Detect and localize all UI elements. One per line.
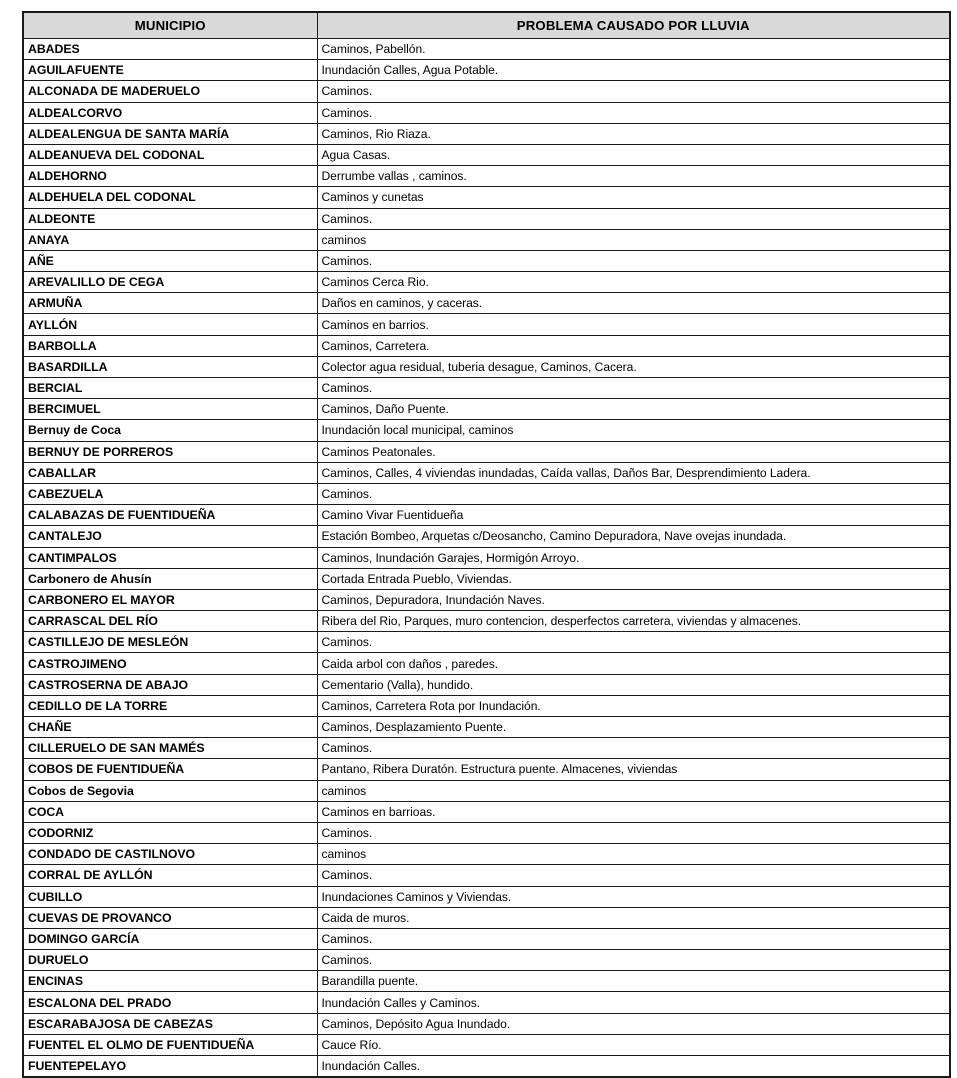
cell-problema: Caminos. [317, 950, 950, 971]
table-row [23, 81, 950, 102]
cell-problema: Inundaciones Caminos y Viviendas. [317, 886, 950, 907]
cell-municipio: Cobos de Segovia [23, 780, 317, 801]
cell-problema: Caminos, Carretera. [317, 335, 950, 356]
cell-municipio: DURUELO [23, 950, 317, 971]
cell-municipio: COCA [23, 801, 317, 822]
cell-municipio: ARMUÑA [23, 293, 317, 314]
cell-problema: Ribera del Rio, Parques, muro contencion, desperfectos carretera, viviendas y almacenes. [317, 611, 950, 632]
cell-municipio: ALDEALENGUA DE SANTA MARÍA [23, 123, 317, 144]
table-row [23, 844, 950, 865]
cell-problema: Caminos Peatonales. [317, 441, 950, 462]
cell-problema: caminos [317, 229, 950, 250]
table-row [23, 759, 950, 780]
table-row [23, 314, 950, 335]
cell-problema: Caminos, Inundación Garajes, Hormigón Arroyo. [317, 547, 950, 568]
cell-problema: Caminos Cerca Rio. [317, 272, 950, 293]
table-row [23, 441, 950, 462]
table-row [23, 822, 950, 843]
table-row [23, 462, 950, 483]
cell-problema: Caminos, Calles, 4 viviendas inundadas, Caída vallas, Daños Bar, Desprendimiento Ladera. [317, 462, 950, 483]
table-row [23, 144, 950, 165]
cell-municipio: CASTILLEJO DE MESLEÓN [23, 632, 317, 653]
column-header-problema: PROBLEMA CAUSADO POR LLUVIA [317, 12, 950, 39]
cell-problema: caminos [317, 844, 950, 865]
table-row [23, 272, 950, 293]
cell-problema: Caminos. [317, 928, 950, 949]
table-row [23, 378, 950, 399]
cell-municipio: CABALLAR [23, 462, 317, 483]
table-row [23, 653, 950, 674]
cell-municipio: ENCINAS [23, 971, 317, 992]
table-row [23, 801, 950, 822]
cell-municipio: CODORNIZ [23, 822, 317, 843]
cell-municipio: CABEZUELA [23, 483, 317, 504]
table-row [23, 293, 950, 314]
cell-municipio: CANTALEJO [23, 526, 317, 547]
table-row [23, 60, 950, 81]
cell-municipio: ANAYA [23, 229, 317, 250]
table-row [23, 568, 950, 589]
cell-problema: Caminos. [317, 483, 950, 504]
cell-problema: Caminos. [317, 102, 950, 123]
cell-municipio: ALDEHUELA DEL CODONAL [23, 187, 317, 208]
cell-problema: Caminos. [317, 378, 950, 399]
cell-problema: Caida de muros. [317, 907, 950, 928]
cell-problema: Cementario (Valla), hundido. [317, 674, 950, 695]
cell-problema: Derrumbe vallas , caminos. [317, 166, 950, 187]
cell-problema: Caminos, Rio Riaza. [317, 123, 950, 144]
table-row [23, 420, 950, 441]
cell-problema: Pantano, Ribera Duratón. Estructura puente. Almacenes, viviendas [317, 759, 950, 780]
cell-municipio: BERCIMUEL [23, 399, 317, 420]
table-row [23, 547, 950, 568]
cell-municipio: CANTIMPALOS [23, 547, 317, 568]
cell-problema: Caminos en barrioas. [317, 801, 950, 822]
table-row [23, 250, 950, 271]
table-row [23, 1034, 950, 1055]
table-row [23, 589, 950, 610]
cell-municipio: BERCIAL [23, 378, 317, 399]
cell-problema: Caminos, Depósito Agua Inundado. [317, 1013, 950, 1034]
cell-municipio: CALABAZAS DE FUENTIDUEÑA [23, 505, 317, 526]
cell-municipio: FUENTEL EL OLMO DE FUENTIDUEÑA [23, 1034, 317, 1055]
table-row [23, 971, 950, 992]
header-row [23, 12, 950, 39]
cell-municipio: ALDEONTE [23, 208, 317, 229]
cell-problema: Cortada Entrada Pueblo, Viviendas. [317, 568, 950, 589]
cell-municipio: AREVALILLO DE CEGA [23, 272, 317, 293]
table-row [23, 356, 950, 377]
table-row [23, 907, 950, 928]
cell-municipio: DOMINGO GARCÍA [23, 928, 317, 949]
table-row [23, 992, 950, 1013]
cell-municipio: CEDILLO DE LA TORRE [23, 695, 317, 716]
table-row [23, 123, 950, 144]
table-row [23, 505, 950, 526]
cell-municipio: ABADES [23, 39, 317, 60]
cell-problema: Inundación local municipal, caminos [317, 420, 950, 441]
table-row [23, 717, 950, 738]
cell-municipio: ALCONADA DE MADERUELO [23, 81, 317, 102]
municipios-problemas-table [22, 11, 951, 1078]
cell-problema: Agua Casas. [317, 144, 950, 165]
cell-municipio: CASTROJIMENO [23, 653, 317, 674]
cell-problema: Caminos. [317, 738, 950, 759]
column-header-municipio: MUNICIPIO [23, 12, 317, 39]
cell-municipio: BARBOLLA [23, 335, 317, 356]
cell-problema: Caminos. [317, 632, 950, 653]
table-row [23, 39, 950, 60]
cell-municipio: CARRASCAL DEL RÍO [23, 611, 317, 632]
table-row [23, 229, 950, 250]
cell-problema: Caminos. [317, 250, 950, 271]
table-body [23, 39, 950, 1078]
cell-problema: Daños en caminos, y caceras. [317, 293, 950, 314]
table-row [23, 166, 950, 187]
cell-municipio: ESCARABAJOSA DE CABEZAS [23, 1013, 317, 1034]
table-row [23, 928, 950, 949]
cell-problema: Caminos, Daño Puente. [317, 399, 950, 420]
cell-municipio: FUENTEPELAYO [23, 1056, 317, 1078]
table-row [23, 1013, 950, 1034]
cell-municipio: AÑE [23, 250, 317, 271]
cell-problema: Caminos, Pabellón. [317, 39, 950, 60]
cell-municipio: CILLERUELO DE SAN MAMÉS [23, 738, 317, 759]
table-container [22, 11, 949, 1078]
cell-problema: Caminos, Desplazamiento Puente. [317, 717, 950, 738]
cell-problema: Caminos y cunetas [317, 187, 950, 208]
cell-municipio: BERNUY DE PORREROS [23, 441, 317, 462]
cell-municipio: CONDADO DE CASTILNOVO [23, 844, 317, 865]
cell-municipio: CHAÑE [23, 717, 317, 738]
cell-problema: Inundación Calles y Caminos. [317, 992, 950, 1013]
cell-municipio: Carbonero de Ahusín [23, 568, 317, 589]
cell-problema: Inundación Calles. [317, 1056, 950, 1078]
cell-municipio: COBOS DE FUENTIDUEÑA [23, 759, 317, 780]
table-row [23, 399, 950, 420]
cell-problema: Colector agua residual, tuberia desague, Caminos, Cacera. [317, 356, 950, 377]
table-row [23, 865, 950, 886]
cell-municipio: AYLLÓN [23, 314, 317, 335]
table-row [23, 674, 950, 695]
cell-problema: Barandilla puente. [317, 971, 950, 992]
table-row [23, 780, 950, 801]
cell-problema: Estación Bombeo, Arquetas c/Deosancho, Camino Depuradora, Nave ovejas inundada. [317, 526, 950, 547]
cell-municipio: Bernuy de Coca [23, 420, 317, 441]
cell-municipio: ESCALONA DEL PRADO [23, 992, 317, 1013]
cell-municipio: CASTROSERNA DE ABAJO [23, 674, 317, 695]
cell-municipio: CORRAL DE AYLLÓN [23, 865, 317, 886]
cell-problema: Caminos. [317, 865, 950, 886]
table-row [23, 102, 950, 123]
table-row [23, 950, 950, 971]
cell-problema: Inundación Calles, Agua Potable. [317, 60, 950, 81]
cell-municipio: ALDEALCORVO [23, 102, 317, 123]
cell-problema: Caminos. [317, 81, 950, 102]
cell-municipio: AGUILAFUENTE [23, 60, 317, 81]
cell-municipio: BASARDILLA [23, 356, 317, 377]
cell-problema: caminos [317, 780, 950, 801]
cell-problema: Caminos. [317, 822, 950, 843]
cell-municipio: CUBILLO [23, 886, 317, 907]
table-header [23, 12, 950, 39]
cell-problema: Caida arbol con daños , paredes. [317, 653, 950, 674]
cell-problema: Caminos, Carretera Rota por Inundación. [317, 695, 950, 716]
cell-municipio: CUEVAS DE PROVANCO [23, 907, 317, 928]
table-row [23, 483, 950, 504]
table-row [23, 208, 950, 229]
table-row [23, 632, 950, 653]
cell-problema: Camino Vivar Fuentidueña [317, 505, 950, 526]
cell-municipio: CARBONERO EL MAYOR [23, 589, 317, 610]
table-row [23, 886, 950, 907]
cell-municipio: ALDEANUEVA DEL CODONAL [23, 144, 317, 165]
table-row [23, 526, 950, 547]
cell-problema: Caminos. [317, 208, 950, 229]
table-row [23, 738, 950, 759]
table-row [23, 695, 950, 716]
cell-problema: Caminos, Depuradora, Inundación Naves. [317, 589, 950, 610]
table-row [23, 335, 950, 356]
table-row [23, 187, 950, 208]
table-row [23, 611, 950, 632]
cell-problema: Caminos en barrios. [317, 314, 950, 335]
cell-municipio: ALDEHORNO [23, 166, 317, 187]
table-row [23, 1056, 950, 1078]
cell-problema: Cauce Río. [317, 1034, 950, 1055]
